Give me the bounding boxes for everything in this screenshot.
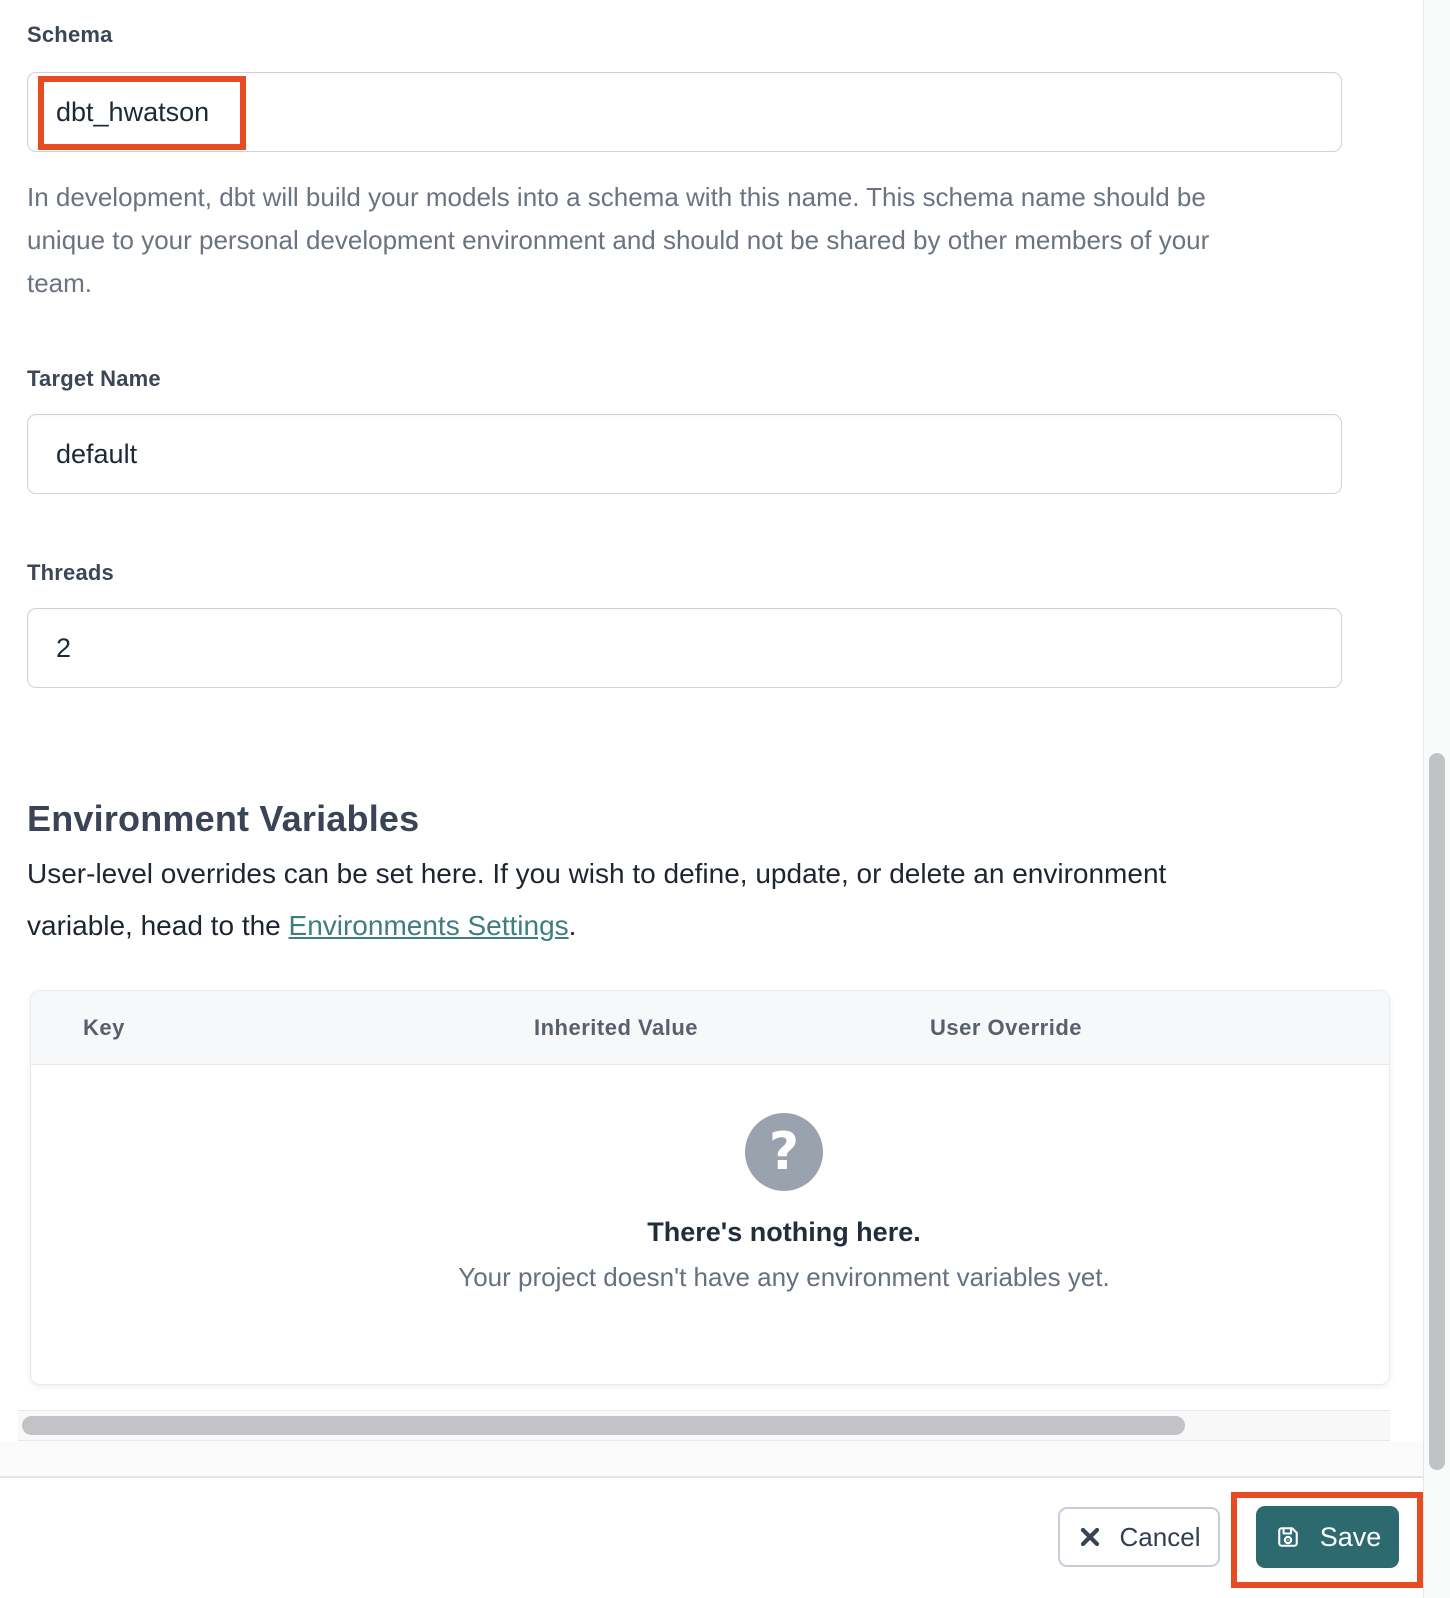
env-description-line1: User-level overrides can be set here. If you wish to define, update, or delete an environment: [27, 858, 1167, 889]
environment-variables-description: [27, 848, 1377, 952]
schema-description-line: In development, dbt will build your models into a schema with this name. This schema name should be: [27, 182, 1206, 212]
cancel-button-label: Cancel: [1119, 1521, 1201, 1552]
x-icon: [1078, 1525, 1102, 1549]
column-header-key: Key: [83, 1014, 125, 1040]
schema-description: [27, 176, 1357, 305]
horizontal-scrollbar-thumb[interactable]: [22, 1416, 1185, 1435]
schema-description-line: team.: [27, 268, 93, 298]
environment-variables-title: Environment Variables: [27, 798, 420, 839]
threads-label: Threads: [27, 560, 114, 585]
save-disk-icon: [1274, 1523, 1302, 1551]
schema-input[interactable]: [27, 72, 1342, 152]
schema-label: Schema: [27, 22, 113, 47]
column-header-inherited-value: Inherited Value: [534, 1014, 698, 1040]
schema-description-line: unique to your personal development environment and should not be shared by other members of your: [27, 225, 1210, 255]
env-description-line2-suffix: .: [568, 910, 577, 941]
footer-divider: [0, 1441, 1423, 1478]
vertical-scrollbar-thumb[interactable]: [1429, 753, 1445, 1470]
target-name-input[interactable]: [27, 414, 1342, 494]
question-mark-icon: ?: [745, 1113, 823, 1191]
env-description-line2-prefix: variable, head to the: [27, 910, 289, 941]
save-button-label: Save: [1319, 1521, 1382, 1552]
table-empty-state: [31, 1065, 1390, 1293]
empty-state-title: There's nothing here.: [647, 1217, 921, 1247]
cancel-button[interactable]: [1058, 1507, 1220, 1567]
environment-variables-table: [30, 990, 1390, 1385]
horizontal-scrollbar-track[interactable]: [18, 1410, 1390, 1441]
table-header-row: [31, 991, 1390, 1065]
threads-input[interactable]: [27, 608, 1342, 688]
save-button[interactable]: [1256, 1506, 1399, 1568]
target-name-label: Target Name: [27, 366, 161, 391]
empty-state-subtitle: Your project doesn't have any environment variables yet.: [458, 1262, 1110, 1292]
environments-settings-link[interactable]: Environments Settings: [288, 910, 569, 941]
column-header-user-override: User Override: [929, 1014, 1083, 1040]
